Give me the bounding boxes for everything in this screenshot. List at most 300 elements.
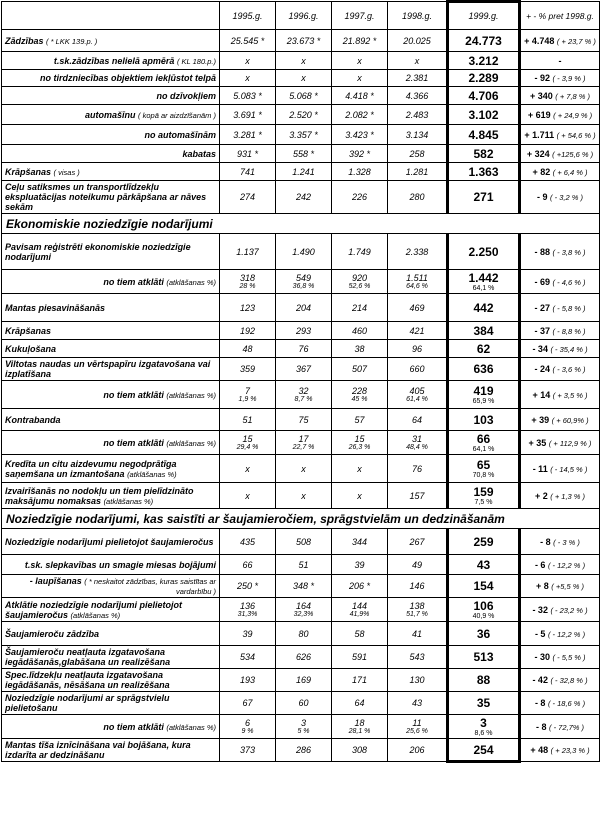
value: 58 [354, 628, 365, 639]
value-cell [332, 715, 388, 739]
value-cell [220, 715, 276, 739]
value-cell [220, 646, 276, 669]
value: 2.250 [468, 244, 499, 259]
row-label-text: Atklātie noziedzīgie nodarījumi pielietojot šaujamieročus [5, 599, 183, 620]
value-cell [220, 739, 276, 762]
value: 138 [409, 601, 425, 611]
value: 57 [354, 414, 365, 425]
value: x [245, 463, 250, 474]
year-header: 1996.g. [276, 2, 332, 30]
change-value: - 5 [534, 628, 546, 639]
value-cell [388, 646, 448, 669]
value-cell [220, 692, 276, 715]
row-label-text: Noziedzīgie nodarījumi ar sprāgstvielu pielietošanu [5, 693, 170, 713]
value-cell [220, 163, 276, 181]
value-1999 [448, 715, 520, 739]
value: 1.749 [348, 246, 371, 257]
row-label-text: Šaujamieroču zādzība [5, 628, 100, 639]
value: 250 * [236, 581, 259, 591]
value-cell [276, 234, 332, 270]
change-cell [520, 669, 600, 692]
value-cell [388, 715, 448, 739]
change-cell [520, 340, 600, 358]
change-cell [520, 145, 600, 163]
value: 513 [473, 650, 494, 664]
value: 66 [476, 432, 491, 446]
value-cell [388, 294, 448, 322]
value: 242 [295, 192, 312, 202]
value: 23.673 * [286, 35, 321, 46]
value: 39 [242, 628, 253, 639]
detection-percent: 36,8 % [292, 283, 315, 290]
value: 193 [239, 675, 256, 685]
value-cell [388, 455, 448, 483]
value: 254 [473, 742, 494, 757]
row-label-text: Mantas piesavināšanās [5, 302, 106, 313]
value: 169 [295, 675, 312, 685]
row-label [2, 622, 220, 646]
value: 43 [411, 698, 422, 708]
change-value: + 1.711 [524, 129, 555, 140]
value-1999 [448, 483, 520, 509]
value-cell [388, 322, 448, 340]
value-1999 [448, 87, 520, 105]
table-row [2, 234, 600, 270]
value-cell [220, 598, 276, 622]
detection-percent: 40,9 % [472, 613, 495, 620]
value: 154 [473, 579, 494, 593]
value: 384 [473, 323, 494, 338]
change-cell [520, 163, 600, 181]
value: 469 [409, 302, 425, 313]
table-row [2, 181, 600, 214]
value: 2.520 * [289, 109, 318, 120]
value-1999 [448, 431, 520, 455]
value-cell [388, 692, 448, 715]
change-cell [520, 358, 600, 381]
value: 2.082 * [345, 109, 374, 120]
change-value: - 8 [540, 536, 551, 547]
row-label-note: ( * neskaitot zādzības, kuras saistītas ar vardarbību ) [84, 577, 216, 596]
table-row [2, 622, 600, 646]
row-label [2, 294, 220, 322]
value: 460 [351, 325, 368, 336]
value: 392 * [348, 148, 371, 159]
value: 373 [239, 745, 256, 755]
value-cell [332, 234, 388, 270]
row-label-text: Kredīta un citu aizdevumu negodprātīga saņemšana un izmantošana [5, 458, 177, 479]
table-row [2, 431, 600, 455]
table-row [2, 381, 600, 409]
change-cell [520, 431, 600, 455]
value-1999 [448, 409, 520, 431]
value-cell [332, 52, 388, 70]
value-cell [388, 30, 448, 52]
change-header: + - % pret 1998.g. [520, 2, 600, 30]
value: 1.363 [468, 164, 499, 179]
row-label [2, 739, 220, 762]
row-label-text: Kukuļošana [5, 343, 57, 354]
table-row [2, 555, 600, 575]
value-cell [332, 270, 388, 294]
value-1999 [448, 181, 520, 214]
change-value: - 34 [532, 343, 548, 354]
row-label-text: Šaujamieroču neatļauta izgatavošana iegādāšanās,glabāšana un realizēšana [5, 647, 171, 667]
row-label-text: Pavisam reģistrēti ekonomiskie noziedzīgie nodarījumi [5, 241, 191, 262]
detection-percent: 64,6 % [406, 283, 428, 290]
row-label-text: Izvairīšanās no nodokļu un tiem pielīdzināto maksājumu nomaksas [5, 485, 194, 506]
value-cell [220, 145, 276, 163]
change-percent: ( - 23,2 % ) [550, 605, 588, 615]
value: 228 [351, 386, 368, 396]
value: 636 [473, 362, 494, 376]
value-cell [220, 483, 276, 509]
value: 43 [476, 557, 491, 572]
detection-percent: 51,7 % [406, 611, 428, 618]
change-cell [520, 125, 600, 145]
change-percent: ( - 72,7% ) [549, 722, 585, 732]
value-cell [388, 70, 448, 87]
value: x [357, 55, 362, 66]
change-value: - 27 [534, 302, 551, 313]
row-label-text: - laupīšanas [29, 576, 82, 586]
value: 80 [298, 628, 309, 639]
value: 435 [239, 536, 256, 547]
table-row [2, 529, 600, 555]
value-cell [388, 52, 448, 70]
table-row [2, 52, 600, 70]
value: 2.483 [405, 109, 429, 120]
value: 20.025 [403, 35, 431, 46]
section-header-row [2, 509, 600, 529]
table-row [2, 715, 600, 739]
row-label-text: no tiem atklāti [103, 437, 164, 448]
row-label-note: (atklāšanas %) [166, 722, 216, 732]
row-label [2, 234, 220, 270]
value: 11 [412, 718, 422, 728]
value-1999 [448, 322, 520, 340]
change-value: + 340 [529, 90, 553, 101]
value-cell [388, 529, 448, 555]
row-label [2, 669, 220, 692]
change-percent: ( + 112,9 % ) [548, 438, 592, 448]
value-1999 [448, 622, 520, 646]
value-cell [220, 30, 276, 52]
change-percent: ( - 32,8 % ) [550, 676, 588, 685]
row-label-note: (atklāšanas %) [103, 496, 154, 506]
change-percent: ( - 3,2 % ) [550, 193, 583, 202]
value: 3.423 * [345, 129, 374, 140]
value-cell [388, 575, 448, 598]
change-value: - [558, 55, 562, 66]
value-cell [332, 455, 388, 483]
value-cell [388, 598, 448, 622]
change-value: + 619 [527, 109, 551, 120]
row-label [2, 105, 220, 125]
table-row [2, 483, 600, 509]
change-cell [520, 692, 600, 715]
change-value: - 11 [532, 463, 548, 474]
value-cell [276, 30, 332, 52]
value-cell [332, 692, 388, 715]
value: x [357, 463, 362, 474]
value: x [301, 73, 306, 83]
row-label [2, 270, 220, 294]
value: 96 [411, 343, 422, 354]
value-cell [276, 87, 332, 105]
value-cell [276, 692, 332, 715]
value-1999 [448, 455, 520, 483]
change-value: - 69 [534, 276, 551, 287]
value: 1.442 [468, 271, 499, 285]
value: 24.773 [465, 33, 502, 48]
value: 258 [409, 148, 425, 159]
row-label [2, 555, 220, 575]
row-label-text: Zādzības [5, 35, 44, 46]
change-cell [520, 270, 600, 294]
value: 267 [409, 536, 425, 547]
change-percent: ( - 8,8 % ) [552, 326, 586, 336]
detection-percent: 1,9 % [238, 396, 257, 403]
row-label-text: no dzīvokļiem [156, 90, 216, 101]
row-label [2, 125, 220, 145]
row-label-text: Krāpšanas [5, 325, 52, 336]
change-value: - 88 [534, 246, 551, 257]
detection-percent: 8,7 % [294, 396, 313, 403]
value: 931 * [236, 148, 259, 159]
crime-statistics-table [1, 0, 600, 763]
row-label [2, 145, 220, 163]
value: 4.418 * [345, 90, 374, 101]
row-label [2, 575, 220, 598]
row-label [2, 322, 220, 340]
value-cell [332, 181, 388, 214]
change-cell [520, 529, 600, 555]
value-cell [332, 322, 388, 340]
value-cell [388, 409, 448, 431]
detection-percent: 25,6 % [406, 728, 428, 735]
value-cell [276, 409, 332, 431]
change-percent: ( - 14,5 % ) [550, 464, 588, 474]
value: 7 [244, 386, 250, 396]
value-cell [332, 598, 388, 622]
value: 3.357 * [289, 129, 318, 140]
value: 21.892 * [342, 35, 377, 46]
detection-percent: 22,7 % [292, 444, 315, 451]
detection-percent: 7,5 % [474, 499, 493, 506]
value: 25.545 * [230, 35, 265, 46]
value: 146 [409, 581, 425, 591]
value: 549 [295, 273, 312, 283]
change-value: + 48 [530, 745, 549, 755]
change-percent: ( - 18,6 % ) [547, 699, 586, 708]
value-cell [388, 145, 448, 163]
value-cell [220, 340, 276, 358]
value: 2.289 [468, 71, 499, 85]
row-label-text: t.sk.zādzības nelielā apmērā [53, 55, 175, 66]
value: 348 * [292, 581, 315, 591]
detection-percent: 28,1 % [348, 728, 371, 735]
row-label [2, 30, 220, 52]
value-cell [276, 715, 332, 739]
change-cell [520, 381, 600, 409]
value-1999 [448, 598, 520, 622]
value: x [245, 55, 250, 66]
value: 62 [476, 341, 491, 356]
value: 17 [298, 434, 309, 444]
value-cell [388, 431, 448, 455]
value-cell [388, 340, 448, 358]
header-row [2, 2, 600, 30]
table-row [2, 598, 600, 622]
table-row [2, 455, 600, 483]
value: 60 [298, 698, 309, 708]
value: 206 [409, 745, 425, 755]
value: 103 [473, 412, 494, 427]
value: 64 [411, 414, 422, 425]
row-label-note: (atklāšanas %) [70, 610, 121, 620]
table-row [2, 294, 600, 322]
value-cell [276, 669, 332, 692]
row-label-text: Ceļu satiksmes un transportlīdzekļu ekspluatācijas noteikumu pārkāpšana ar nāves sekām [5, 182, 207, 212]
table-row [2, 358, 600, 381]
detection-percent: 31,3% [237, 611, 258, 618]
table-row [2, 739, 600, 762]
value-cell [220, 70, 276, 87]
value: 171 [351, 675, 368, 685]
row-label [2, 87, 220, 105]
row-label [2, 455, 220, 483]
value: 130 [409, 675, 425, 685]
value: 18 [354, 718, 365, 728]
value-cell [276, 105, 332, 125]
table-row [2, 163, 600, 181]
change-value: - 92 [534, 73, 551, 83]
value: 76 [411, 463, 422, 474]
value: 4.366 [405, 90, 429, 101]
row-label-text: no tiem atklāti [103, 721, 164, 732]
table-row [2, 322, 600, 340]
value-cell [276, 322, 332, 340]
value-cell [388, 483, 448, 509]
value: 280 [409, 192, 425, 202]
value-cell [220, 455, 276, 483]
change-percent: ( + 60,9% ) [551, 415, 589, 425]
value-cell [220, 431, 276, 455]
value-cell [220, 270, 276, 294]
change-percent: ( + 23,7 % ) [556, 36, 596, 46]
row-label-text: no tiem atklāti [103, 389, 164, 400]
value: 144 [351, 601, 368, 611]
change-percent: ( - 5,5 % ) [552, 653, 586, 662]
change-cell [520, 409, 600, 431]
value: 39 [354, 559, 365, 570]
row-label [2, 529, 220, 555]
row-label-note: (atklāšanas %) [166, 438, 216, 448]
table-row [2, 30, 600, 52]
detection-percent: 9 % [241, 728, 254, 735]
value: 75 [298, 414, 309, 425]
table-row [2, 575, 600, 598]
change-percent: ( - 3,9 % ) [552, 74, 586, 83]
value: 1.281 [405, 166, 429, 177]
value-1999 [448, 692, 520, 715]
change-percent: ( + 7,8 % ) [555, 91, 591, 101]
detection-percent: 61,4 % [406, 396, 428, 403]
change-percent: ( + 23,3 % ) [550, 746, 590, 755]
value-cell [332, 669, 388, 692]
change-percent: ( - 35,4 % ) [550, 344, 588, 354]
row-label-note: (atklāšanas %) [166, 277, 216, 287]
value-cell [388, 622, 448, 646]
row-label [2, 70, 220, 87]
table-row [2, 340, 600, 358]
value-cell [220, 622, 276, 646]
table-row [2, 646, 600, 669]
row-label [2, 163, 220, 181]
value-cell [388, 181, 448, 214]
row-label-text: Krāpšanas [5, 166, 52, 177]
value-cell [332, 555, 388, 575]
detection-percent: 52,6 % [348, 283, 371, 290]
value-1999 [448, 105, 520, 125]
value-1999 [448, 294, 520, 322]
value-cell [332, 409, 388, 431]
row-label [2, 340, 220, 358]
row-label-text: kabatas [182, 148, 216, 159]
value-1999 [448, 52, 520, 70]
detection-percent: 48,4 % [406, 444, 428, 451]
value: 5.068 * [289, 90, 318, 101]
row-label-note: ( kopā ar aizdzīšanām ) [138, 110, 216, 120]
value: 3 [300, 718, 306, 728]
value: 507 [351, 364, 368, 374]
value-1999 [448, 270, 520, 294]
value-1999 [448, 739, 520, 762]
value: 41 [411, 628, 422, 639]
change-value: - 24 [534, 364, 551, 374]
detection-percent: 26,3 % [348, 444, 371, 451]
value: 51 [242, 414, 253, 425]
value: 1.137 [236, 246, 259, 257]
value-cell [276, 70, 332, 87]
value: 66 [242, 559, 253, 570]
table-row [2, 409, 600, 431]
row-label [2, 52, 220, 70]
change-value: - 8 [534, 698, 546, 708]
value-cell [276, 598, 332, 622]
change-percent: ( + 24,9 % ) [553, 110, 593, 120]
value: 286 [295, 745, 312, 755]
change-cell [520, 575, 600, 598]
section-title: Noziedzīgie nodarījumi, kas saistīti ar šaujamieročiem, sprāgstvielām un dedzināšanām [2, 509, 600, 529]
value: 67 [242, 698, 253, 708]
change-cell [520, 181, 600, 214]
value-cell [220, 555, 276, 575]
value: 660 [409, 364, 425, 374]
change-cell [520, 483, 600, 509]
value: 3.212 [468, 53, 499, 68]
value-cell [220, 52, 276, 70]
change-percent: ( + 1,3 % ) [550, 491, 586, 501]
table-row [2, 87, 600, 105]
value-cell [220, 322, 276, 340]
value: 159 [473, 485, 494, 499]
value: 3.691 * [233, 109, 262, 120]
change-cell [520, 234, 600, 270]
value: 214 [351, 302, 368, 313]
change-value: + 8 [535, 581, 549, 591]
